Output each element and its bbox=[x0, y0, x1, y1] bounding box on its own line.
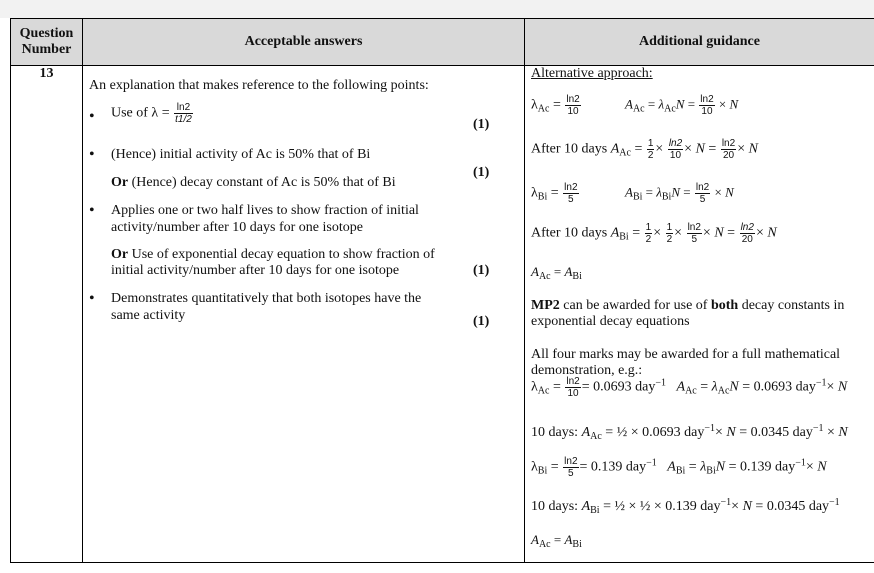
worked-lambda-bi: $\lambda_{Bi}$ = $\frac{\ln 2}{5}$ = 0.139 day$^{-1}$ $A_{Bi} = \lambda_{Bi}N = 0.139$ day$^{-1}$× N bbox=[531, 456, 827, 479]
mark-4: (1) bbox=[473, 314, 490, 329]
alt-approach-heading: Alternative approach: bbox=[531, 66, 653, 81]
bullet-4-line1: Demonstrates quantitatively that both isotopes have the bbox=[111, 291, 422, 306]
mark-scheme-table bbox=[10, 18, 874, 563]
header-acceptable-answers: Acceptable answers bbox=[83, 19, 525, 66]
activities-equal-1: $A_{Ac} = A_{Bi}$ bbox=[531, 264, 582, 282]
bullet-3-line2: activity/number after 10 days for one isotope bbox=[111, 220, 363, 235]
all-four-line1: All four marks may be awarded for a full mathematical bbox=[531, 347, 841, 362]
bullet-3: • bbox=[89, 202, 95, 219]
lambda-bi-formula: $\lambda_{Bi}$ = $\frac{\ln 2}{5}$ bbox=[531, 182, 578, 205]
answers-intro: An explanation that makes reference to the following points: bbox=[89, 78, 429, 93]
mark-2: (1) bbox=[473, 165, 490, 180]
worked-bi-10-days: 10 days: $A_{Bi}$ = ½ × ½ × 0.139 day$^{-1}$× N = 0.0345 day$^{-1}$ bbox=[531, 497, 840, 516]
lambda-ac-formula: $\lambda_{Ac}$ = $\frac{\ln 2}{10}$ bbox=[531, 94, 580, 117]
bullet-1-text: Use of λ = $\frac{\ln 2}{t1/2}$ bbox=[111, 102, 192, 125]
mark-1: (1) bbox=[473, 117, 490, 132]
bullet-3-line1: Applies one or two half lives to show fraction of initial bbox=[111, 203, 419, 218]
activity-bi-formula: $A_{Bi} = \lambda_{Bi}N$ = $\frac{\ln 2}{5}$ × N bbox=[625, 182, 734, 205]
bullet-2-alt: Or (Hence) decay constant of Ac is 50% that of Bi bbox=[111, 175, 396, 190]
worked-lambda-ac: $\lambda_{Ac}$ = $\frac{\ln 2}{10}$ = 0.0693 day$^{-1}$ $A_{Ac} = \lambda_{Ac}N = 0.0693$ day$^{-1}$× N bbox=[531, 376, 848, 399]
activities-equal-2: $A_{Ac} = A_{Bi}$ bbox=[531, 532, 582, 550]
after-10-days-bi: After 10 days $A_{Bi}$ = $\frac{1}{2}$ × $\frac{1}{2}$ × $\frac{\ln 2}{5}$ × N = $\frac{\ln 2}{20}$ × N bbox=[531, 222, 777, 245]
bullet-3-line4: initial activity/number after 10 days for one isotope bbox=[111, 263, 400, 278]
question-row bbox=[11, 66, 874, 563]
all-four-line2: demonstration, e.g.: bbox=[531, 363, 643, 378]
bullet-4-line2: same activity bbox=[111, 308, 186, 323]
mp2-note-line1: MP2 can be awarded for use of both decay constants in bbox=[531, 298, 845, 313]
bullet-2-line1: (Hence) initial activity of Ac is 50% that of Bi bbox=[111, 147, 371, 162]
mark-3: (1) bbox=[473, 263, 490, 278]
header-row bbox=[11, 19, 874, 66]
activity-ac-formula: $A_{Ac} = \lambda_{Ac}N$ = $\frac{\ln 2}{10}$ × N bbox=[625, 94, 739, 117]
bullet-4: • bbox=[89, 290, 95, 307]
guidance-cell bbox=[525, 66, 874, 563]
after-10-days-ac: After 10 days $A_{Ac}$ = $\frac{1}{2}$ × $\frac{\ln 2}{10}$ × N = $\frac{\ln 2}{20}$ × N bbox=[531, 138, 758, 161]
answers-cell bbox=[83, 66, 525, 563]
question-number: 13 bbox=[11, 66, 83, 563]
header-question-number: Question Number bbox=[11, 19, 83, 66]
header-additional-guidance: Additional guidance bbox=[525, 19, 874, 66]
worked-ac-10-days: 10 days: $A_{Ac}$ = ½ × 0.0693 day$^{-1}$× N = 0.0345 day$^{-1}$ × N bbox=[531, 423, 848, 442]
bullet-1: • bbox=[89, 108, 95, 125]
top-strip bbox=[0, 0, 874, 18]
mp2-note-line2: exponential decay equations bbox=[531, 314, 690, 329]
bullet-2: • bbox=[89, 146, 95, 163]
bullet-3-alt: Or Use of exponential decay equation to show fraction of bbox=[111, 247, 435, 262]
